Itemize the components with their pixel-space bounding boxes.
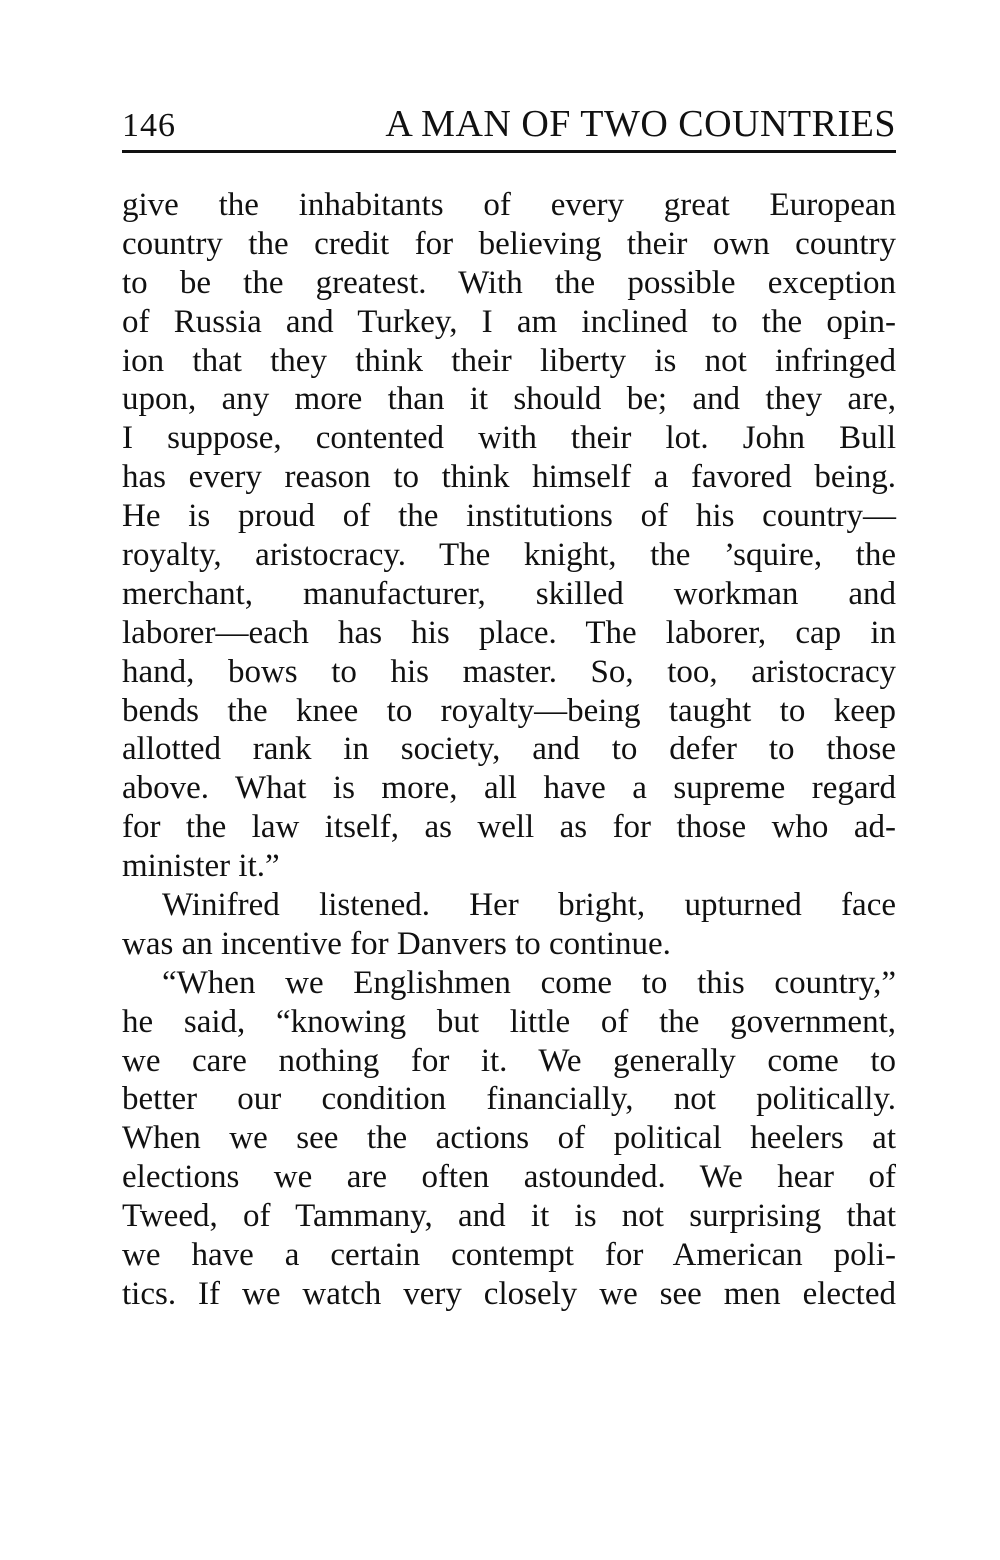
text-line: above. What is more, all have a supreme regard xyxy=(122,770,896,807)
body-text xyxy=(122,186,896,1314)
text-line: was an incentive for Danvers to continue. xyxy=(122,925,671,962)
text-line: has every reason to think himself a favored being. xyxy=(122,459,896,496)
text-line: laborer—each has his place. The laborer, cap in xyxy=(122,614,896,651)
page-header xyxy=(122,100,896,150)
text-line: minister it.” xyxy=(122,848,280,885)
text-line: merchant, manufacturer, skilled workman and xyxy=(122,575,896,612)
text-line: bends the knee to royalty—being taught to keep xyxy=(122,692,896,729)
text-line: He is proud of the institutions of his country— xyxy=(122,498,896,535)
text-line: Tweed, of Tammany, and it is not surprising that xyxy=(122,1198,896,1235)
text-line: better our condition financially, not politically. xyxy=(122,1081,896,1118)
text-line: royalty, aristocracy. The knight, the ’squire, the xyxy=(122,537,896,574)
text-line: to be the greatest. With the possible exception xyxy=(122,264,896,301)
running-head-title: A MAN OF TWO COUNTRIES xyxy=(385,103,896,145)
text-line: elections we are often astounded. We hear of xyxy=(122,1159,896,1196)
text-line: ion that they think their liberty is not infringed xyxy=(122,342,896,379)
header-rule xyxy=(122,150,896,153)
text-line: allotted rank in society, and to defer to those xyxy=(122,731,896,768)
text-line: give the inhabitants of every great European xyxy=(122,187,896,223)
text-line: “When we Englishmen come to this country,” xyxy=(162,964,896,1001)
text-line: When we see the actions of political heelers at xyxy=(122,1120,896,1157)
text-line: country the credit for believing their own country xyxy=(122,225,896,262)
text-line: he said, “knowing but little of the government, xyxy=(122,1003,896,1040)
page-number: 146 xyxy=(122,107,176,144)
text-line: hand, bows to his master. So, too, aristocracy xyxy=(122,653,896,690)
text-line: upon, any more than it should be; and they are, xyxy=(122,381,896,418)
text-line: we have a certain contempt for American poli- xyxy=(122,1237,896,1274)
text-line: tics. If we watch very closely we see men elected xyxy=(122,1275,896,1312)
text-line: of Russia and Turkey, I am inclined to the opin- xyxy=(122,303,896,340)
text-line: we care nothing for it. We generally come to xyxy=(122,1042,896,1079)
text-line: for the law itself, as well as for those who ad- xyxy=(122,809,896,846)
text-line: I suppose, contented with their lot. John Bull xyxy=(122,420,896,457)
text-line: Winifred listened. Her bright, upturned face xyxy=(162,887,896,924)
